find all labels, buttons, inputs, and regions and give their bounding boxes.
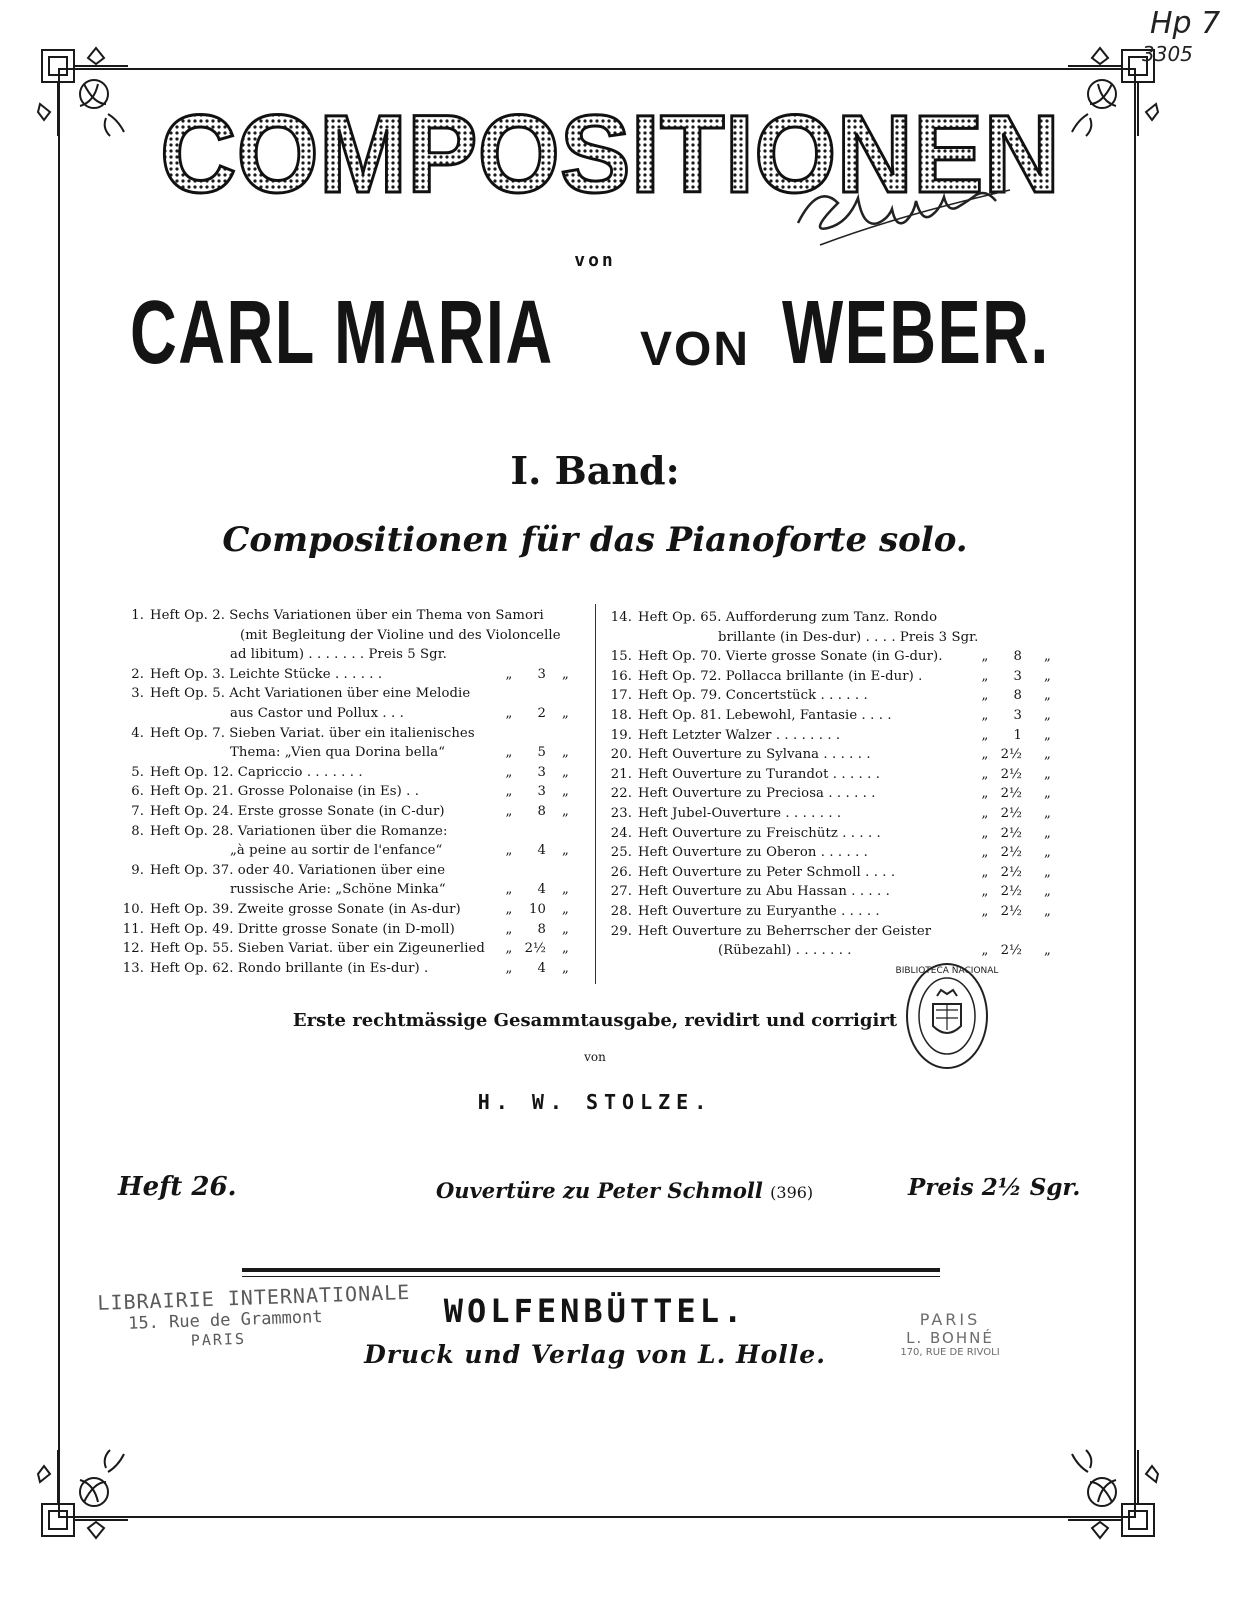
- item-price: 3: [1013, 707, 1022, 723]
- ditto-mark: „: [981, 786, 989, 802]
- ditto-mark: „: [505, 960, 513, 976]
- shelfmark-line2: 3305: [1142, 42, 1193, 66]
- list-item: [110, 645, 590, 665]
- item-text: Heft Ouverture zu Sylvana . . . . . .: [638, 747, 871, 763]
- handwritten-signature: [790, 175, 1020, 255]
- item-text: Heft Op. 28. Variationen über die Romanze:: [150, 823, 448, 839]
- ditto-mark: „: [505, 666, 513, 682]
- stamp-left-line1: LIBRAIRIE INTERNATIONALE: [97, 1279, 411, 1315]
- item-number: 20.: [610, 747, 632, 763]
- stamp-left-line3: PARIS: [190, 1329, 247, 1350]
- ditto-mark: „: [981, 668, 989, 684]
- corner-ornament-icon: [36, 1432, 146, 1542]
- item-text: (mit Begleitung der Violine und des Violoncelle: [240, 627, 561, 643]
- item-price: 2½: [1000, 943, 1022, 959]
- list-item: [110, 626, 590, 646]
- list-item: [598, 686, 1068, 706]
- item-text: Heft Op. 21. Grosse Polonaise (in Es) . .: [150, 784, 420, 800]
- item-number: 17.: [610, 688, 632, 704]
- list-item: [110, 724, 590, 744]
- ditto-mark: „: [981, 825, 989, 841]
- divider-rule: [242, 1268, 940, 1272]
- ditto-mark: „: [1044, 649, 1051, 665]
- stamp-right-line1: PARIS: [919, 1310, 981, 1329]
- ditto-mark: „: [981, 864, 989, 880]
- item-text: Thema: „Vien qua Dorina bella“: [230, 745, 446, 761]
- ditto-mark: „: [505, 941, 513, 957]
- ditto-mark: „: [505, 745, 513, 761]
- item-price: 1: [1013, 727, 1022, 743]
- item-text: Heft Op. 62. Rondo brillante (in Es-dur) .: [150, 960, 429, 976]
- item-number: 4.: [131, 725, 144, 741]
- ditto-mark: „: [1044, 766, 1051, 782]
- ditto-mark: „: [562, 705, 569, 721]
- item-price: 2½: [1000, 766, 1022, 782]
- issue-price: Preis 2½ Sgr.: [908, 1174, 1081, 1201]
- list-item: [110, 802, 590, 822]
- item-number: 25.: [610, 845, 632, 861]
- ditto-mark: „: [981, 766, 989, 782]
- works-list-right: [598, 608, 1068, 961]
- item-text: Heft Jubel-Ouverture . . . . . . .: [638, 805, 842, 821]
- item-price: 8: [1013, 688, 1022, 704]
- item-text: Heft Op. 65. Aufforderung zum Tanz. Rondo: [638, 610, 938, 625]
- item-text: Heft Ouverture zu Peter Schmoll . . . .: [638, 864, 896, 880]
- divider-rule-thin: [242, 1276, 940, 1277]
- list-item: [598, 608, 1068, 628]
- list-item: [598, 726, 1068, 746]
- ditto-mark: „: [505, 901, 513, 917]
- item-number: 14.: [610, 610, 632, 625]
- ditto-mark: „: [981, 884, 989, 900]
- ditto-mark: „: [1044, 845, 1051, 861]
- item-price: 2½: [1000, 825, 1022, 841]
- publisher-city: WOLFENBÜTTEL.: [443, 1292, 747, 1330]
- issue-number: Heft 26.: [118, 1172, 237, 1202]
- item-text: aus Castor und Pollux . . .: [230, 705, 404, 721]
- list-item: [110, 763, 590, 783]
- shelfmark-line1: Hp 7: [1150, 6, 1221, 41]
- ditto-mark: „: [981, 707, 989, 723]
- ditto-mark: „: [562, 921, 569, 937]
- item-text: Heft Op. 3. Leichte Stücke . . . . . .: [150, 666, 383, 682]
- stamp-right-line3: 170, RUE DE RIVOLI: [900, 1347, 1000, 1358]
- item-price: 2½: [1000, 805, 1022, 821]
- ditto-mark: „: [562, 666, 569, 682]
- ditto-mark: „: [981, 649, 989, 665]
- item-text: Heft Ouverture zu Freischütz . . . . .: [638, 825, 881, 841]
- list-item: [598, 941, 1068, 961]
- catalog-number: (396): [770, 1183, 814, 1202]
- list-item: [598, 882, 1068, 902]
- bookseller-stamp-right: [860, 1310, 1040, 1358]
- item-price: 2½: [1000, 884, 1022, 900]
- item-number: 6.: [131, 784, 144, 800]
- item-number: 11.: [122, 921, 144, 937]
- ditto-mark: „: [981, 943, 989, 959]
- list-item: [598, 863, 1068, 883]
- list-item: [110, 684, 590, 704]
- item-number: 23.: [610, 805, 632, 821]
- stamp-right-line2: L. BOHNÉ: [906, 1329, 994, 1347]
- ditto-mark: „: [1044, 747, 1051, 763]
- item-number: 9.: [131, 862, 144, 878]
- item-text: Heft Op. 39. Zweite grosse Sonate (in As-dur): [150, 901, 461, 917]
- item-price: 3: [1013, 668, 1022, 684]
- list-item: [110, 743, 590, 763]
- ditto-mark: „: [981, 688, 989, 704]
- list-item: [110, 822, 590, 842]
- ditto-mark: „: [1044, 943, 1051, 959]
- item-text: ad libitum) . . . . . . . Preis 5 Sgr.: [230, 647, 447, 663]
- list-item: [110, 939, 590, 959]
- item-number: 1.: [131, 608, 144, 623]
- item-text: Heft Op. 81. Lebewohl, Fantasie . . . .: [638, 707, 892, 723]
- piece-name: Ouvertüre zu Peter Schmoll: [436, 1178, 763, 1203]
- seal-text: BIBLIOTECA NACIONAL: [895, 966, 999, 976]
- ditto-mark: „: [981, 903, 989, 919]
- ditto-mark: „: [562, 784, 569, 800]
- composer-particle: VON: [640, 323, 751, 376]
- list-item: [598, 706, 1068, 726]
- item-number: 5.: [131, 764, 144, 780]
- ditto-mark: „: [1044, 825, 1051, 841]
- item-price: 2½: [1000, 786, 1022, 802]
- item-number: 8.: [131, 823, 144, 839]
- ditto-mark: „: [562, 941, 569, 957]
- item-price: 2½: [1000, 747, 1022, 763]
- publisher-name: Druck und Verlag von L. Holle.: [364, 1340, 826, 1369]
- corner-ornament-icon: [1050, 1432, 1160, 1542]
- item-number: 27.: [610, 884, 632, 900]
- piece-title: [436, 1178, 813, 1203]
- item-price: 3: [537, 666, 546, 682]
- works-list-left: [110, 606, 590, 978]
- item-text: Heft Ouverture zu Preciosa . . . . . .: [638, 786, 876, 802]
- list-item: [110, 920, 590, 940]
- list-item: [598, 902, 1068, 922]
- von-label-2: von: [584, 1050, 606, 1064]
- list-item: [598, 922, 1068, 942]
- list-item: [110, 880, 590, 900]
- ditto-mark: „: [505, 784, 513, 800]
- corner-ornament-icon: [36, 44, 146, 154]
- ditto-mark: „: [505, 705, 513, 721]
- item-price: 3: [537, 784, 546, 800]
- item-number: 7.: [131, 803, 144, 819]
- ditto-mark: „: [505, 882, 513, 898]
- ditto-mark: „: [562, 960, 569, 976]
- ditto-mark: „: [1044, 805, 1051, 821]
- list-item: [598, 667, 1068, 687]
- item-price: 4: [537, 843, 546, 859]
- ditto-mark: „: [562, 745, 569, 761]
- item-text: Heft Op. 12. Capriccio . . . . . . .: [150, 764, 363, 780]
- item-text: (Rübezahl) . . . . . . .: [718, 943, 852, 959]
- ditto-mark: „: [562, 843, 569, 859]
- list-item: [110, 606, 590, 626]
- list-item: [598, 824, 1068, 844]
- item-text: Heft Ouverture zu Turandot . . . . . .: [638, 766, 880, 782]
- list-item: [598, 765, 1068, 785]
- ditto-mark: „: [562, 764, 569, 780]
- item-text: „à peine au sortir de l'enfance“: [230, 843, 443, 859]
- item-text: Heft Op. 72. Pollacca brillante (in E-dur) .: [638, 668, 923, 684]
- item-number: 13.: [122, 960, 144, 976]
- list-item: [110, 900, 590, 920]
- list-item: [110, 841, 590, 861]
- list-item: [598, 784, 1068, 804]
- edition-note: Erste rechtmässige Gesammtausgabe, revidirt und corrigirt: [292, 1010, 898, 1031]
- editor-name: H. W. STOLZE.: [477, 1090, 713, 1114]
- list-item: [110, 861, 590, 881]
- ditto-mark: „: [981, 845, 989, 861]
- item-price: 5: [537, 745, 546, 761]
- composer-first-name: CARL MARIA: [130, 283, 554, 383]
- stamp-left-line2: 15. Rue de Grammont: [127, 1307, 323, 1334]
- subtitle: Compositionen für das Pianoforte solo.: [222, 520, 968, 560]
- item-number: 29.: [610, 923, 632, 939]
- item-price: 2½: [1000, 903, 1022, 919]
- item-text: Heft Op. 7. Sieben Variat. über ein italienisches: [150, 725, 475, 741]
- von-label: von: [574, 250, 616, 271]
- item-price: 4: [537, 882, 546, 898]
- item-text: Heft Ouverture zu Abu Hassan . . . . .: [638, 884, 890, 900]
- item-price: 2: [537, 705, 546, 721]
- item-text: Heft Op. 79. Concertstück . . . . . .: [638, 688, 868, 704]
- ditto-mark: „: [562, 882, 569, 898]
- list-item: [598, 843, 1068, 863]
- ditto-mark: „: [505, 843, 513, 859]
- item-text: brillante (in Des-dur) . . . . Preis 3 Sgr.: [718, 629, 979, 645]
- list-item: [598, 745, 1068, 765]
- item-text: Heft Letzter Walzer . . . . . . . .: [638, 727, 841, 743]
- list-item: [110, 704, 590, 724]
- item-number: 15.: [610, 649, 632, 665]
- item-number: 24.: [610, 825, 632, 841]
- ditto-mark: „: [981, 747, 989, 763]
- item-text: Heft Op. 70. Vierte grosse Sonate (in G-dur).: [638, 649, 943, 665]
- item-price: 10: [529, 901, 546, 917]
- ditto-mark: „: [562, 803, 569, 819]
- ditto-mark: „: [1044, 727, 1051, 743]
- ditto-mark: „: [1044, 864, 1051, 880]
- item-price: 4: [537, 960, 546, 976]
- item-number: 12.: [122, 941, 144, 957]
- item-price: 8: [537, 921, 546, 937]
- ditto-mark: „: [505, 803, 513, 819]
- item-text: Heft Op. 49. Dritte grosse Sonate (in D-moll): [150, 921, 455, 937]
- item-number: 28.: [610, 903, 632, 919]
- ditto-mark: „: [1044, 668, 1051, 684]
- item-text: Heft Op. 24. Erste grosse Sonate (in C-dur): [150, 803, 445, 819]
- item-price: 2½: [524, 941, 546, 957]
- item-text: Heft Op. 2. Sechs Variationen über ein Thema von Samori: [150, 608, 544, 623]
- item-text: Heft Ouverture zu Beherrscher der Geister: [638, 923, 932, 939]
- item-text: Heft Ouverture zu Oberon . . . . . .: [638, 845, 868, 861]
- title-text: COMPOSITIONEN: [160, 93, 1060, 216]
- item-price: 8: [537, 803, 546, 819]
- item-text: Heft Ouverture zu Euryanthe . . . . .: [638, 903, 880, 919]
- item-number: 19.: [610, 727, 632, 743]
- volume-heading: I. Band:: [510, 448, 680, 493]
- ditto-mark: „: [981, 805, 989, 821]
- item-price: 8: [1013, 649, 1022, 665]
- composer-last-name: WEBER.: [782, 283, 1050, 383]
- ditto-mark: „: [1044, 884, 1051, 900]
- composer-name: [130, 282, 1070, 385]
- list-item: [110, 782, 590, 802]
- item-number: 10.: [122, 901, 144, 917]
- item-text: Heft Op. 5. Acht Variationen über eine Melodie: [150, 686, 471, 702]
- ditto-mark: „: [505, 764, 513, 780]
- ditto-mark: „: [1044, 688, 1051, 704]
- list-item: [110, 665, 590, 685]
- ditto-mark: „: [1044, 903, 1051, 919]
- ditto-mark: „: [1044, 707, 1051, 723]
- item-number: 18.: [610, 707, 632, 723]
- item-text: Heft Op. 37. oder 40. Variationen über eine: [150, 862, 446, 878]
- ditto-mark: „: [981, 727, 989, 743]
- ditto-mark: „: [1044, 786, 1051, 802]
- list-item: [598, 647, 1068, 667]
- ditto-mark: „: [562, 901, 569, 917]
- item-number: 21.: [610, 766, 632, 782]
- column-divider: [595, 604, 596, 984]
- item-text: russische Arie: „Schöne Minka“: [230, 882, 446, 898]
- bookseller-stamp-left: [97, 1279, 411, 1353]
- ditto-mark: „: [505, 921, 513, 937]
- item-number: 16.: [610, 668, 632, 684]
- list-item: [110, 959, 590, 979]
- item-price: 2½: [1000, 845, 1022, 861]
- item-price: 3: [537, 764, 546, 780]
- archive-shelfmark: [1140, 6, 1235, 68]
- item-number: 2.: [131, 666, 144, 682]
- item-number: 22.: [610, 786, 632, 802]
- item-number: 3.: [131, 686, 144, 702]
- item-number: 26.: [610, 864, 632, 880]
- list-item: [598, 628, 1068, 648]
- list-item: [598, 804, 1068, 824]
- item-text: Heft Op. 55. Sieben Variat. über ein Zigeunerlied: [150, 941, 485, 957]
- item-price: 2½: [1000, 864, 1022, 880]
